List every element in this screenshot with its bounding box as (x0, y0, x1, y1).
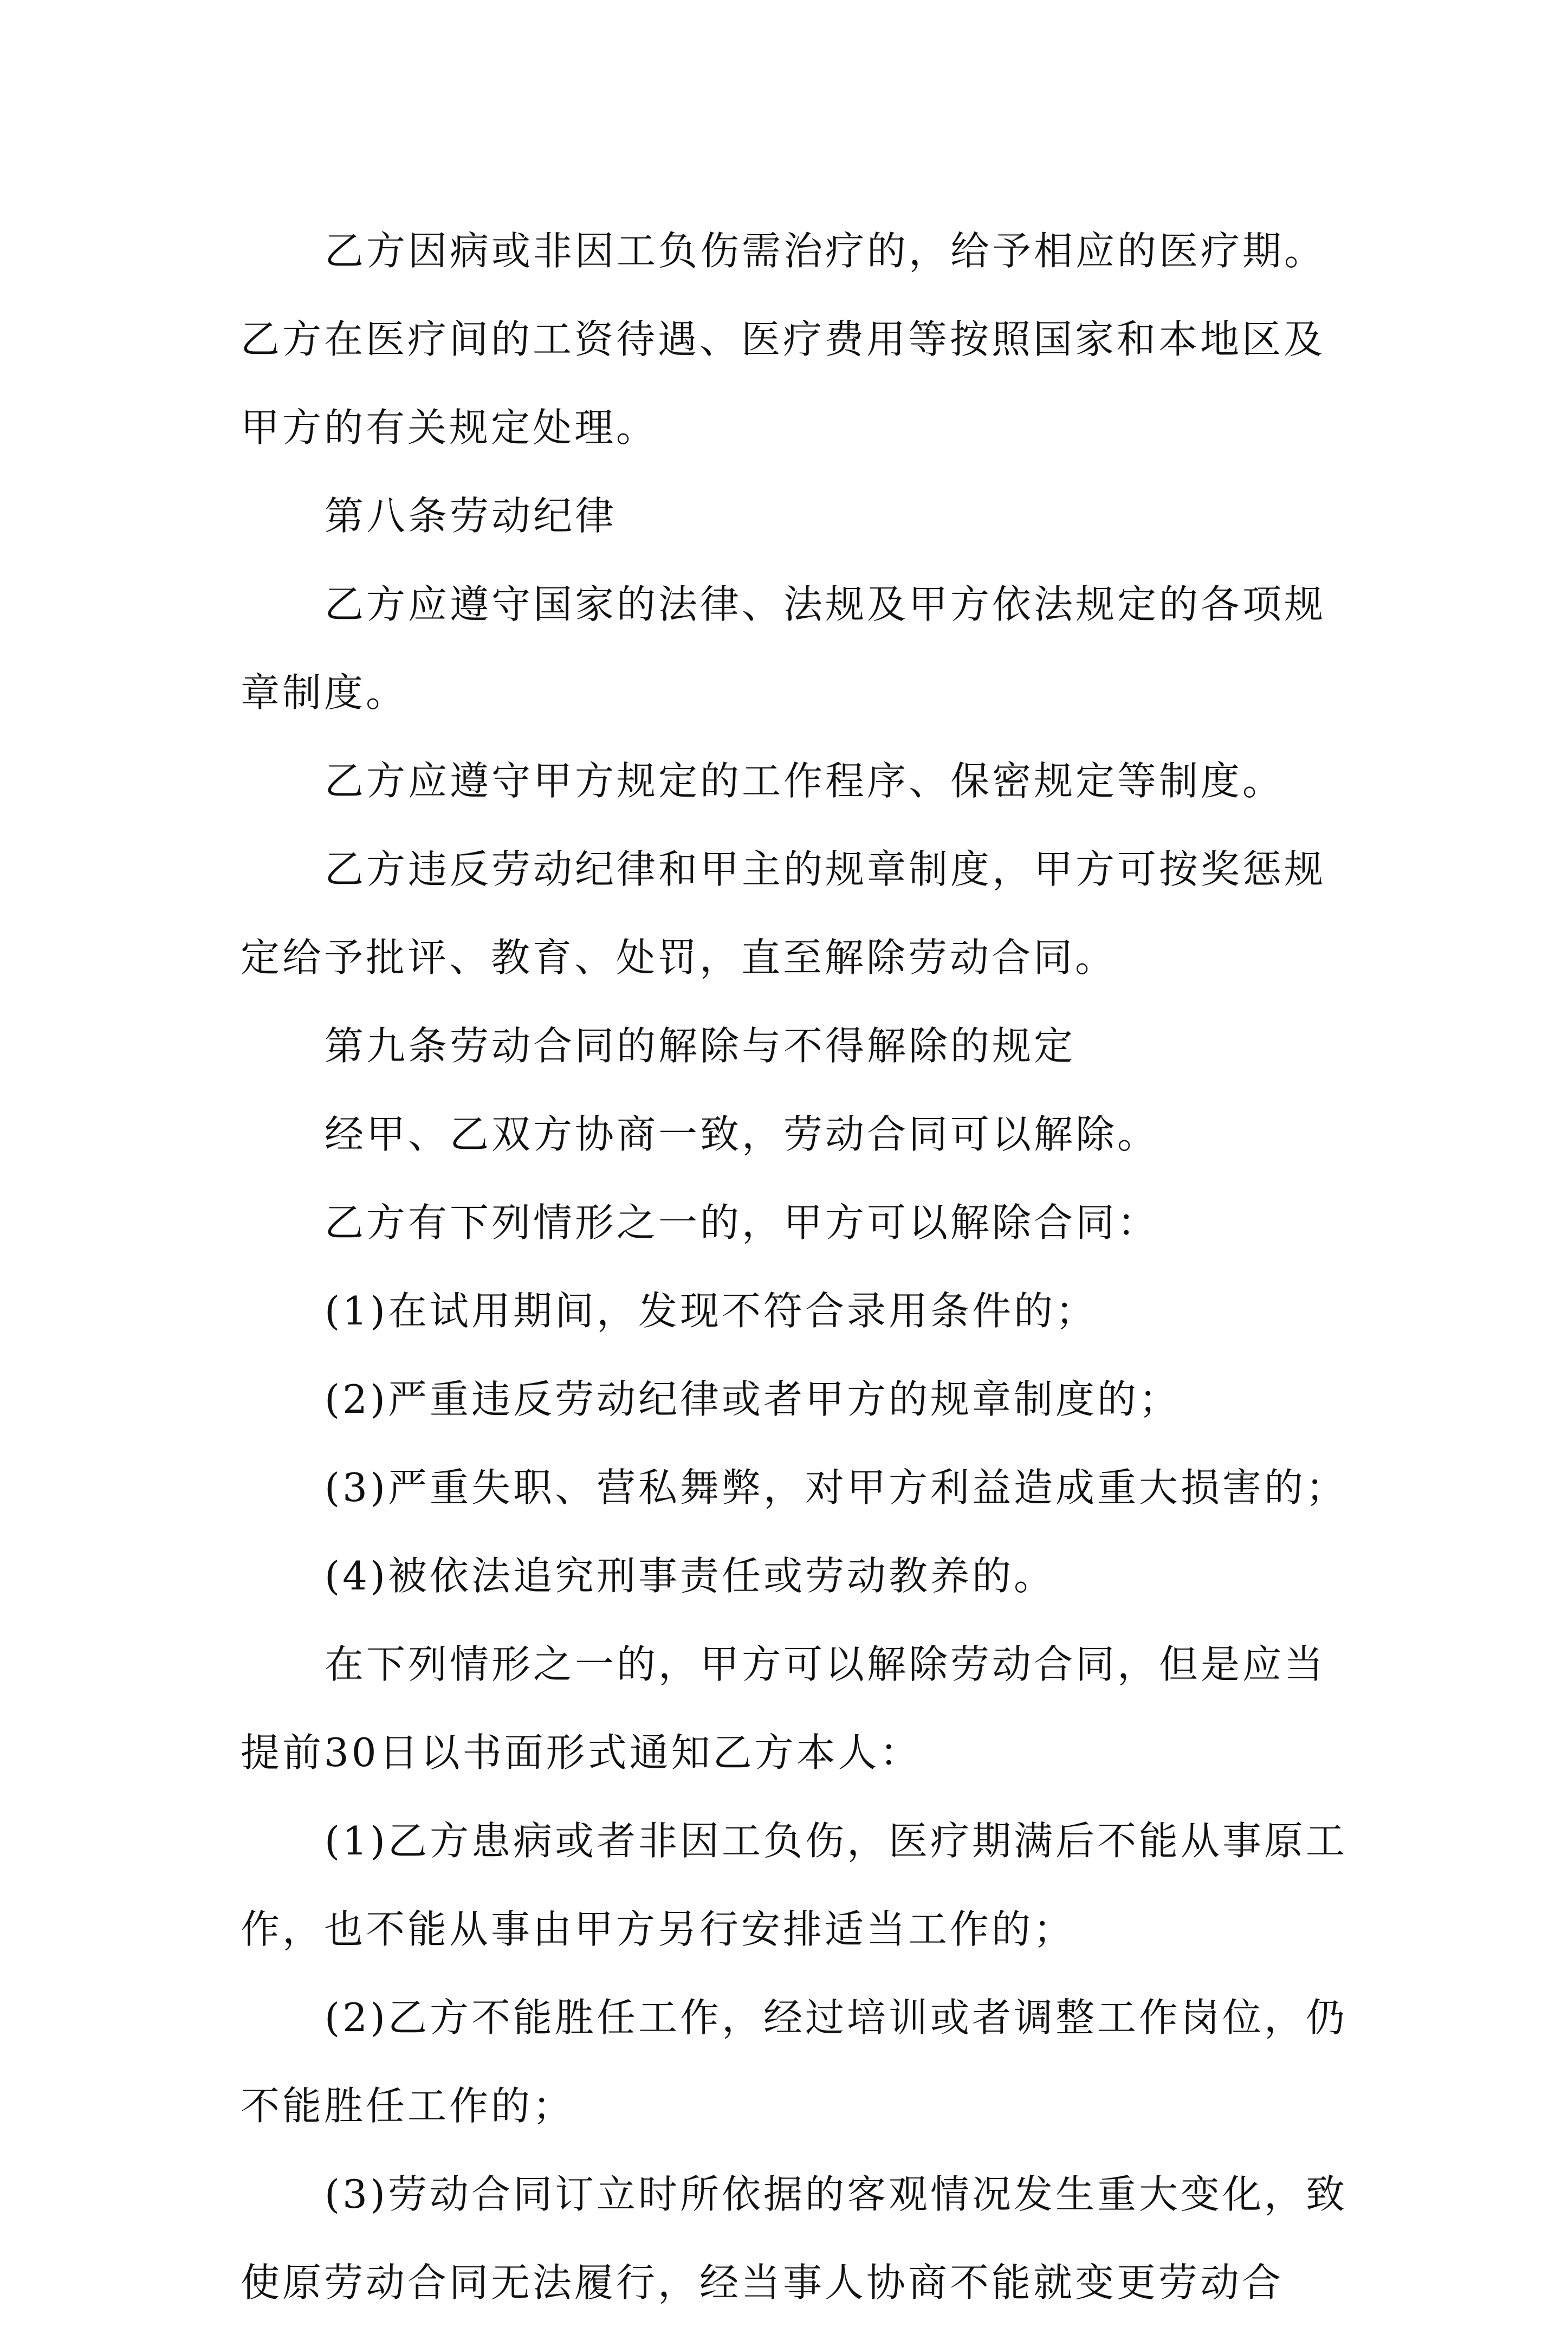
heading-article-8: 第八条劳动纪律 (325, 493, 617, 539)
paragraph-employer-termination-intro: 乙方有下列情形之一的，甲方可以解除合同： (325, 1200, 1159, 1245)
paragraph-violation-penalty: 乙方违反劳动纪律和甲主的规章制度，甲方可按奖惩规定给予批评、教育、处罚，直至解除劳动合同。 (241, 846, 1326, 980)
document-body (241, 207, 1351, 2327)
list-item-misconduct: (3)严重失职、营私舞弊，对甲方利益造成重大损害的； (325, 1465, 1347, 1510)
paragraph-mutual-termination: 经甲、乙双方协商一致，劳动合同可以解除。 (325, 1111, 1159, 1157)
heading-article-9: 第九条劳动合同的解除与不得解除的规定 (325, 1023, 1076, 1069)
paragraph-medical-period: 乙方因病或非因工负伤需治疗的，给予相应的医疗期。 (325, 228, 1326, 274)
paragraph-notice-termination-intro: 在下列情形之一的，甲方可以解除劳动合同，但是应当提前30日以书面形式通知乙方本人： (241, 1641, 1326, 1775)
paragraph-obey-procedures: 乙方应遵守甲方规定的工作程序、保密规定等制度。 (325, 758, 1285, 804)
list-item-probation: (1)在试用期间，发现不符合录用条件的； (325, 1288, 1097, 1334)
list-item-circumstance-change: (3)劳动合同订立时所依据的客观情况发生重大变化，致使原劳动合同无法履行，经当事人协商不能就变更劳动合 (241, 2171, 1347, 2305)
paragraph-medical-wages: 乙方在医疗间的工资待遇、医疗费用等按照国家和本地区及甲方的有关规定处理。 (241, 316, 1326, 450)
paragraph-obey-laws: 乙方应遵守国家的法律、法规及甲方依法规定的各项规章制度。 (241, 581, 1326, 715)
list-item-criminal: (4)被依法追究刑事责任或劳动教养的。 (325, 1553, 1055, 1599)
list-item-incompetence: (2)乙方不能胜任工作，经过培训或者调整工作岗位，仍不能胜任工作的； (241, 1995, 1347, 2129)
list-item-discipline: (2)严重违反劳动纪律或者甲方的规章制度的； (325, 1376, 1181, 1422)
list-item-illness: (1)乙方患病或者非因工负伤，医疗期满后不能从事原工作，也不能从事由甲方另行安排适当工作的； (241, 1818, 1347, 1952)
